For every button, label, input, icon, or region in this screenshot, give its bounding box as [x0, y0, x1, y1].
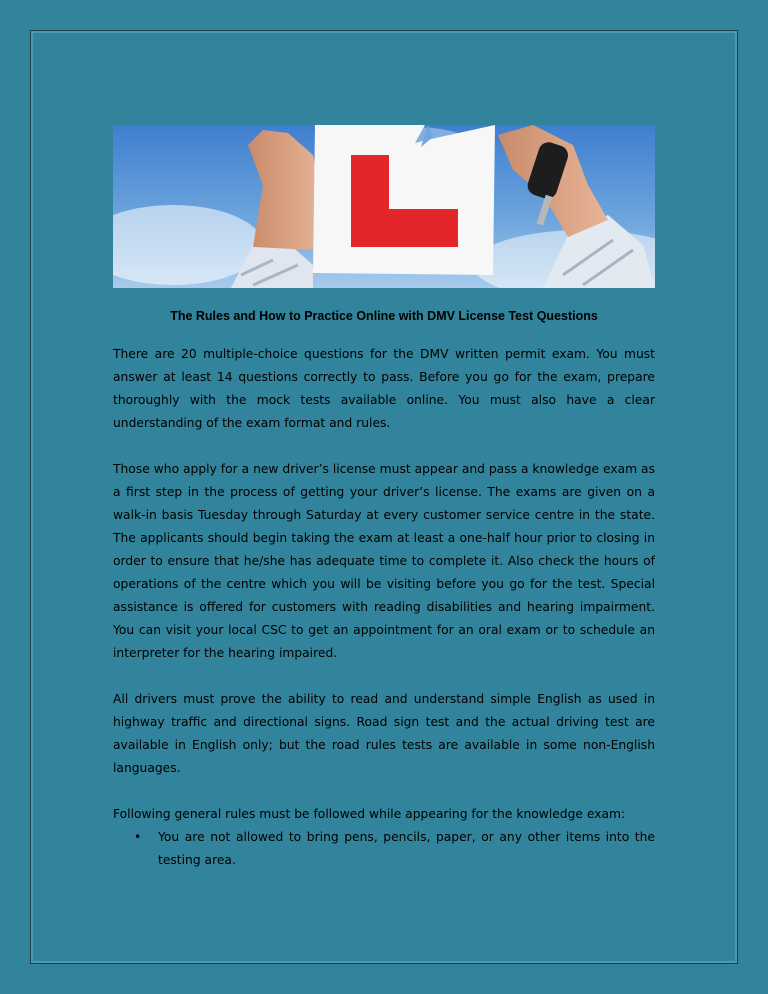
list-item-text: You are not allowed to bring pens, pencils, paper, or any other items into the testing area. — [158, 830, 655, 867]
document-title: The Rules and How to Practice Online with DMV License Test Questions — [170, 309, 598, 323]
document-body — [113, 343, 655, 872]
rules-list — [113, 826, 655, 872]
paragraph-exam-overview: There are 20 multiple-choice questions for the DMV written permit exam. You must answer at least 14 questions correctly to pass. Before you go for the exam, prepare thoroughly with the mock tests available online. You must also have a clear understanding of the exam format and rules. — [113, 347, 655, 430]
paragraph-new-license: Those who apply for a new driver’s license must appear and pass a knowledge exam as a first step in the process of getting your driver’s license. The exams are given on a walk-in basis Tuesday through Saturday at every customer service centre in the state. The applicants should begin taking the exam at least a one-half hour prior to closing in order to ensure that he/she has adequate time to complete it. Also check the hours of operations of the centre which you will be visiting before you go for the test. Special assistance is offered for customers with reading disabilities and hearing impairment. You can visit your local CSC to get an appointment for an oral exam or to schedule an interpreter for the hearing impaired. — [113, 462, 655, 660]
paragraph-english-requirement: All drivers must prove the ability to read and understand simple English as used in highway traffic and directional signs. Road sign test and the actual driving test are available in English only; but the road rules tests are available in some non-English languages. — [113, 692, 655, 775]
list-item — [134, 826, 655, 872]
bullet-icon: • — [134, 830, 142, 844]
learner-plate-photo — [113, 125, 655, 288]
paragraph-rules-intro: Following general rules must be followed while appearing for the knowledge exam: — [113, 807, 626, 821]
